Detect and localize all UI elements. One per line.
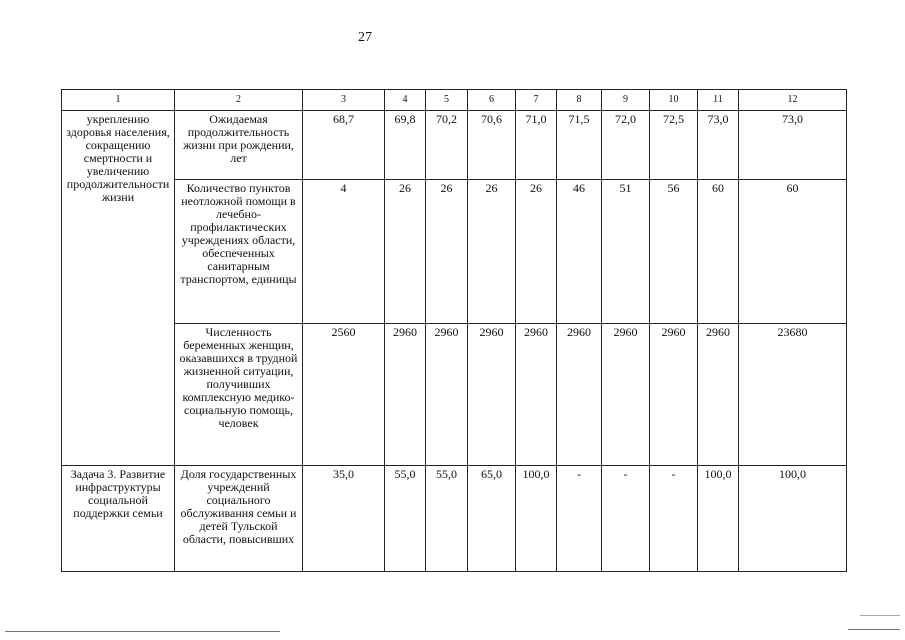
value-cell: 100,0 [698, 466, 739, 572]
scan-artifact-line [860, 615, 900, 616]
value-cell: 60 [739, 180, 847, 324]
value-cell: 4 [303, 180, 385, 324]
value-cell: 68,7 [303, 111, 385, 180]
goal-cell: укреплению здоровья населения, сокращению смертности и увеличению продолжительности жизни [62, 111, 175, 466]
indicator-cell: Численность беременных женщин, оказавшихся в трудной жизненной ситуации, получивших комплексную медико-социальную помощь, человек [175, 324, 303, 466]
column-header: 6 [468, 90, 516, 111]
value-cell: 70,6 [468, 111, 516, 180]
indicator-cell: Доля государственных учреждений социального обслуживания семьи и детей Тульской области, повысивших [175, 466, 303, 572]
value-cell: 73,0 [698, 111, 739, 180]
value-cell: 100,0 [516, 466, 557, 572]
page-number: 27 [358, 30, 372, 45]
value-cell: 73,0 [739, 111, 847, 180]
value-cell: 2960 [385, 324, 426, 466]
value-cell: 71,0 [516, 111, 557, 180]
column-header: 9 [602, 90, 650, 111]
value-cell: 2560 [303, 324, 385, 466]
value-cell: 55,0 [426, 466, 468, 572]
column-header: 11 [698, 90, 739, 111]
value-cell: - [602, 466, 650, 572]
value-cell: 26 [468, 180, 516, 324]
column-header: 5 [426, 90, 468, 111]
value-cell: 69,8 [385, 111, 426, 180]
column-header: 12 [739, 90, 847, 111]
value-cell: 26 [385, 180, 426, 324]
value-cell: - [557, 466, 602, 572]
value-cell: 65,0 [468, 466, 516, 572]
column-header: 3 [303, 90, 385, 111]
value-cell: 26 [426, 180, 468, 324]
scan-artifact-line [848, 629, 900, 630]
value-cell: 56 [650, 180, 698, 324]
value-cell: 60 [698, 180, 739, 324]
value-cell: 100,0 [739, 466, 847, 572]
value-cell: 26 [516, 180, 557, 324]
goal-cell: Задача 3. Развитие инфраструктуры социальной поддержки семьи [62, 466, 175, 572]
value-cell: 35,0 [303, 466, 385, 572]
value-cell: 2960 [426, 324, 468, 466]
value-cell: 2960 [516, 324, 557, 466]
table-row [62, 466, 847, 572]
value-cell: 2960 [468, 324, 516, 466]
value-cell: 2960 [650, 324, 698, 466]
value-cell: 55,0 [385, 466, 426, 572]
table-row [62, 324, 847, 466]
scan-artifact-line [5, 631, 280, 632]
column-header: 4 [385, 90, 426, 111]
value-cell: 46 [557, 180, 602, 324]
indicator-cell: Количество пунктов неотложной помощи в лечебно-профилактических учреждениях области, обеспеченных санитарным транспортом, единицы [175, 180, 303, 324]
value-cell: 51 [602, 180, 650, 324]
column-header: 8 [557, 90, 602, 111]
value-cell: - [650, 466, 698, 572]
column-header: 2 [175, 90, 303, 111]
column-header: 10 [650, 90, 698, 111]
value-cell: 2960 [698, 324, 739, 466]
value-cell: 23680 [739, 324, 847, 466]
value-cell: 2960 [602, 324, 650, 466]
indicator-cell: Ожидаемая продолжительность жизни при рождении, лет [175, 111, 303, 180]
value-cell: 70,2 [426, 111, 468, 180]
value-cell: 71,5 [557, 111, 602, 180]
header-row [62, 90, 847, 111]
table-row [62, 111, 847, 180]
column-header: 1 [62, 90, 175, 111]
value-cell: 72,0 [602, 111, 650, 180]
value-cell: 72,5 [650, 111, 698, 180]
column-header: 7 [516, 90, 557, 111]
table-row [62, 180, 847, 324]
indicators-table [61, 89, 847, 572]
value-cell: 2960 [557, 324, 602, 466]
